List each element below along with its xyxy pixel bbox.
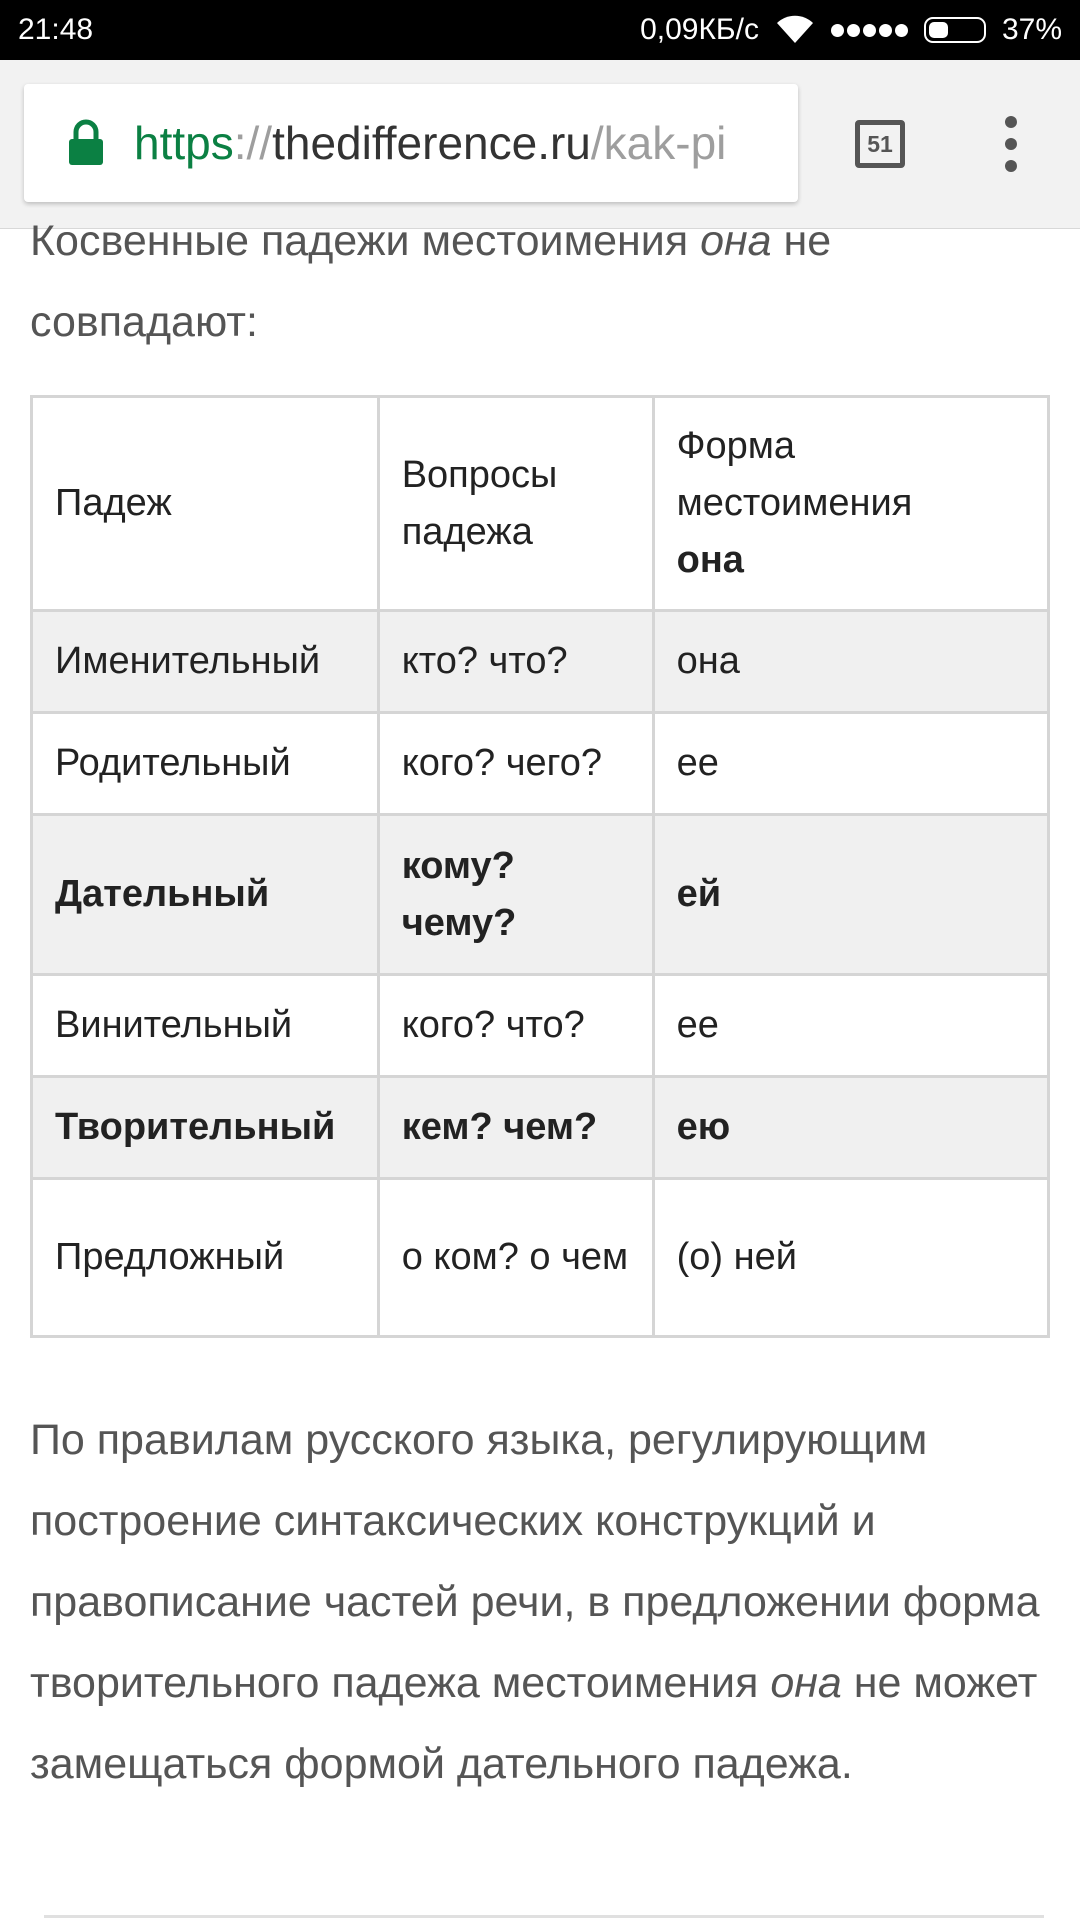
row-case: Винительный bbox=[32, 975, 379, 1077]
table-row bbox=[32, 713, 1049, 815]
table-row bbox=[32, 1179, 1049, 1337]
overflow-menu-icon[interactable] bbox=[998, 116, 1024, 172]
wifi-icon bbox=[775, 15, 815, 45]
url-host: thedifference.ru bbox=[272, 117, 591, 169]
header-form: Форма местоимения она bbox=[653, 397, 1048, 611]
address-bar[interactable] bbox=[24, 84, 798, 202]
battery-icon bbox=[924, 17, 986, 43]
url-separator: :// bbox=[233, 117, 273, 169]
table-header-row bbox=[32, 397, 1049, 611]
lock-icon bbox=[66, 119, 106, 167]
row-case: Предложный bbox=[32, 1179, 379, 1337]
battery-percent: 37% bbox=[1001, 13, 1062, 46]
signal-icon bbox=[831, 24, 908, 37]
row-form: ею bbox=[653, 1077, 1048, 1179]
row-form: ей bbox=[653, 815, 1048, 975]
url-text bbox=[134, 116, 726, 170]
header-questions: Вопросы падежа bbox=[378, 397, 653, 611]
row-case: Родительный bbox=[32, 713, 379, 815]
intro-paragraph: Косвенные падежи местоимения она не совпадают: bbox=[30, 217, 832, 346]
row-form: ее bbox=[653, 713, 1048, 815]
row-form: она bbox=[653, 611, 1048, 713]
row-form: ее bbox=[653, 975, 1048, 1077]
row-questions: кем? чем? bbox=[378, 1077, 653, 1179]
header-case: Падеж bbox=[32, 397, 379, 611]
row-case: Именительный bbox=[32, 611, 379, 713]
clock: 21:48 bbox=[18, 13, 94, 46]
divider bbox=[44, 1915, 1044, 1918]
status-bar bbox=[0, 0, 1080, 60]
row-questions: кто? что? bbox=[378, 611, 653, 713]
network-speed: 0,09КБ/с bbox=[640, 13, 759, 46]
tab-count: 51 bbox=[867, 130, 893, 157]
case-table bbox=[30, 395, 1050, 1338]
tab-switcher-button[interactable] bbox=[855, 120, 905, 168]
row-questions: кому? чему? bbox=[378, 815, 653, 975]
table-row bbox=[32, 1077, 1049, 1179]
status-indicators bbox=[640, 13, 1062, 47]
rule-section bbox=[30, 1400, 1050, 1805]
table-row bbox=[32, 975, 1049, 1077]
table-row bbox=[32, 815, 1049, 975]
url-scheme: https bbox=[134, 117, 234, 169]
row-questions: кого? чего? bbox=[378, 713, 653, 815]
rule-paragraph: По правилам русского языка, регулирующим построение синтаксических конструкций и правописание частей речи, в предложении форма творительного падежа местоимения она не может замещаться формой дательного падежа. bbox=[30, 1416, 1040, 1788]
table-row bbox=[32, 611, 1049, 713]
row-questions: о ком? о чем bbox=[378, 1179, 653, 1337]
row-form: (о) ней bbox=[653, 1179, 1048, 1337]
article-content bbox=[30, 217, 1050, 363]
row-case: Дательный bbox=[32, 815, 379, 975]
row-questions: кого? что? bbox=[378, 975, 653, 1077]
url-path: /kak-pi bbox=[590, 117, 727, 169]
row-case: Творительный bbox=[32, 1077, 379, 1179]
